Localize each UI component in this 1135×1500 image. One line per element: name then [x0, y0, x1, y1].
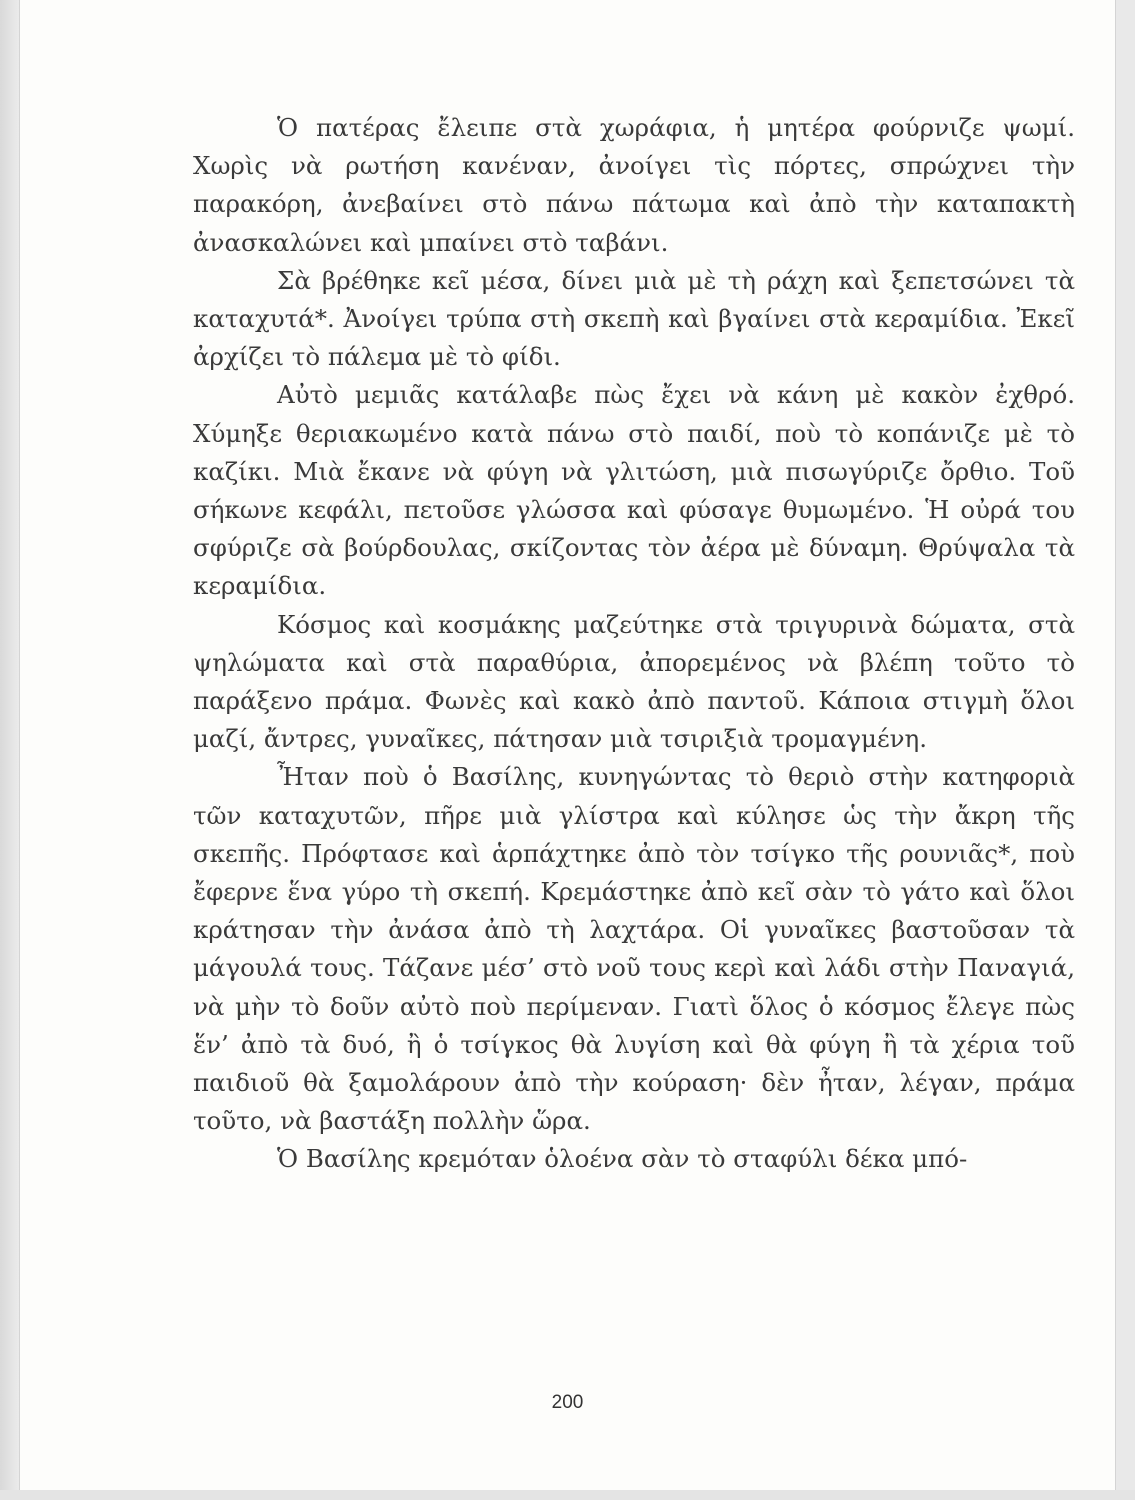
paragraph-5: Ἦταν ποὺ ὁ Βασίλης, κυνηγώντας τὸ θεριὸ στὴν κατηφοριὰ τῶν καταχυτῶν, πῆρε μιὰ γλίστρα καὶ κύλησε ὡς τὴν ἄκρη τῆς σκεπῆς. Πρόφτασε καὶ ἁρπάχτηκε ἀπὸ τὸν τσίγκο τῆς ρουνιᾶς*, ποὺ ἔφερνε ἕνα γύρο τὴ σκεπή. Κρεμάστηκε ἀπὸ κεῖ σὰν τὸ γάτο καὶ ὅλοι κράτησαν τὴν ἀνάσα ἀπὸ τὴ λαχτάρα. Οἱ γυναῖκες βαστοῦσαν τὰ μάγουλά τους. Τάζανε μέσ’ στὸ νοῦ τους κερὶ καὶ λάδι στὴν Παναγιά, νὰ μὴν τὸ δοῦν αὐτὸ ποὺ περίμεναν. Γιατὶ ὅλος ὁ κόσμος ἔλεγε πὼς ἕν’ ἀπὸ τὰ δυό, ἢ ὁ τσίγκος θὰ λυγίση καὶ θὰ φύγη ἢ τὰ χέρια τοῦ παιδιοῦ θὰ ξαμολάρουν ἀπὸ τὴν κούραση· δὲν ἦταν, λέγαν, πράμα τοῦτο, νὰ βαστάξη πολλὴν ὥρα. [193, 762, 1075, 1136]
paragraph-3: Αὐτὸ μεμιᾶς κατάλαβε πὼς ἔχει νὰ κάνη μὲ κακὸν ἐχθρό. Χύμηξε θεριακωμένο κατὰ πάνω στὸ παιδί, ποὺ τὸ κοπάνιζε μὲ τὸ καζίκι. Μιὰ ἔκανε νὰ φύγη νὰ γλιτώση, μιὰ πισωγύριζε ὄρθιο. Τοῦ σήκωνε κεφάλι, πετοῦσε γλώσσα καὶ φύσαγε θυμωμένο. Ἡ οὐρά του σφύριζε σὰ βούρδουλας, σκίζοντας τὸν ἀέρα μὲ δύναμη. Θρύψαλα τὰ κεραμίδια. [193, 380, 1075, 601]
scan-edge-shadow [0, 0, 20, 1500]
paragraph-6: Ὁ Βασίλης κρεμόταν ὁλοένα σὰν τὸ σταφύλι δέκα μπό- [277, 1144, 968, 1174]
paragraph-2: Σὰ βρέθηκε κεῖ μέσα, δίνει μιὰ μὲ τὴ ράχη καὶ ξεπετσώνει τὰ καταχυτά*. Ἀνοίγει τρύπα στὴ σκεπὴ καὶ βγαίνει στὰ κεραμίδια. Ἐκεῖ ἀρχίζει τὸ πάλεμα μὲ τὸ φίδι. [193, 265, 1075, 372]
page-number: 200 [551, 1392, 584, 1413]
body-text [193, 109, 1075, 1179]
paragraph-1: Ὁ πατέρας ἔλειπε στὰ χωράφια, ἡ μητέρα φούρνιζε ψωμί. Χωρὶς νὰ ρωτήση κανέναν, ἀνοίγει τὶς πόρτες, σπρώχνει τὴν παρακόρη, ἀνεβαίνει στὸ πάνω πάτωμα καὶ ἀπὸ τὴν καταπακτὴ ἀνασκαλώνει καὶ μπαίνει στὸ ταβάνι. [193, 113, 1075, 257]
paragraph-4: Κόσμος καὶ κοσμάκης μαζεύτηκε στὰ τριγυρινὰ δώματα, στὰ ψηλώματα καὶ στὰ παραθύρια, ἀπορεμένος νὰ βλέπη τοῦτο τὸ παράξενο πράμα. Φωνὲς καὶ κακὸ ἀπὸ παντοῦ. Κάποια στιγμὴ ὅλοι μαζί, ἄντρες, γυναῖκες, πάτησαν μιὰ τσιριξιὰ τρομαγμένη. [193, 609, 1075, 754]
scan-bottom-edge [0, 1490, 1135, 1500]
